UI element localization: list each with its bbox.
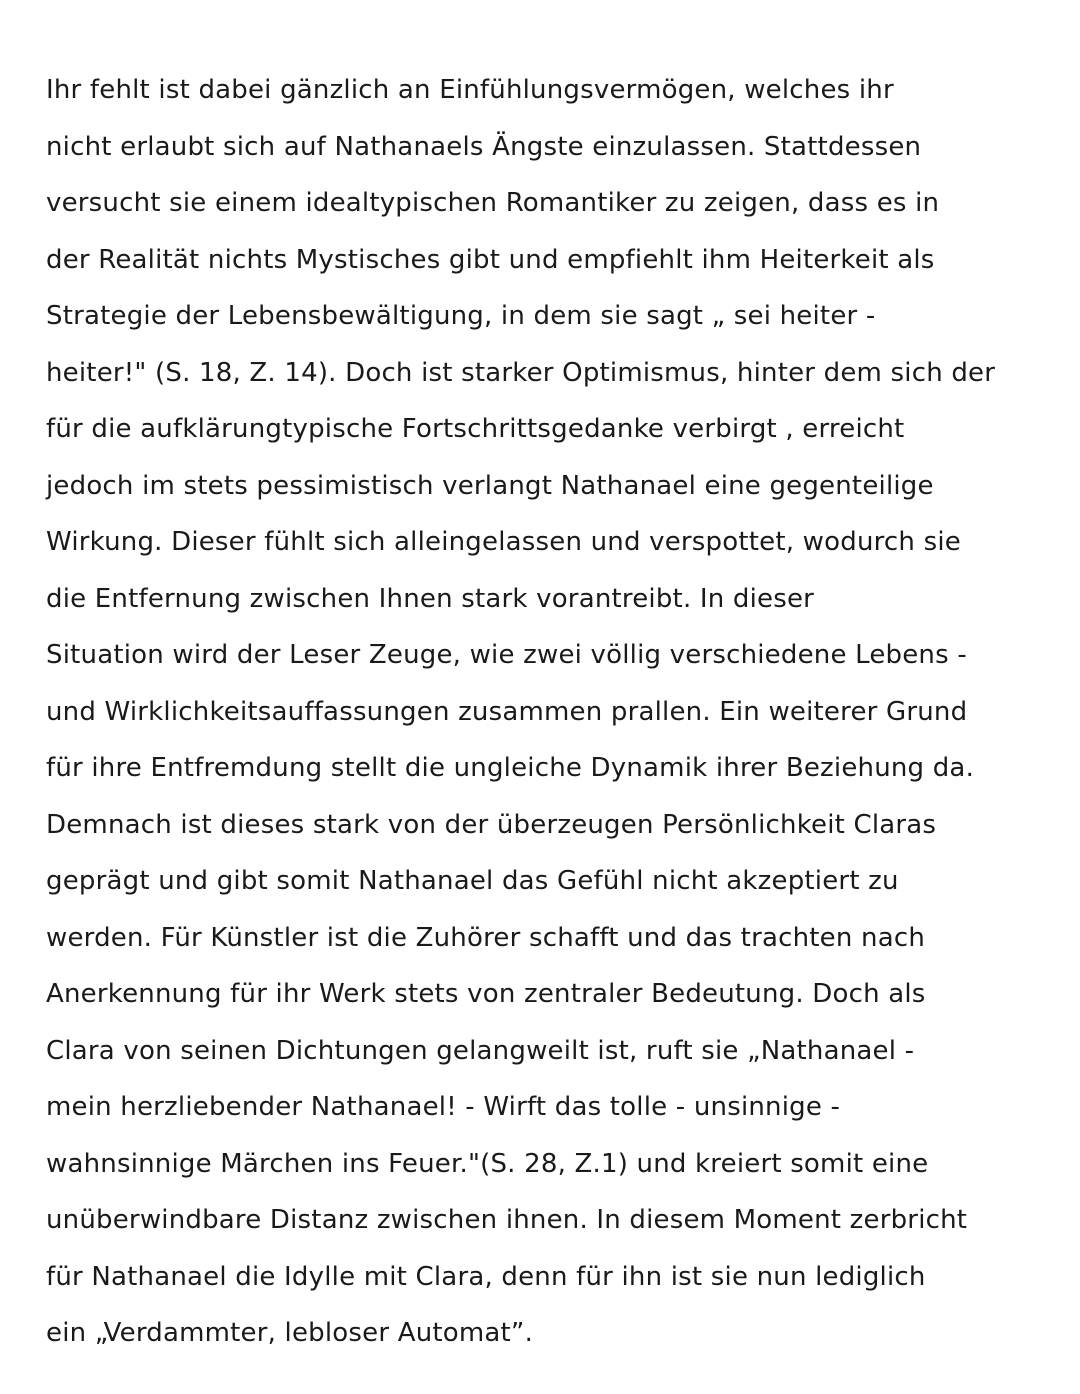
text-line-8: jedoch im stets pessimistisch verlangt Nathanael eine gegenteilige [46,470,934,501]
text-line-14: Demnach ist dieses stark von der überzeugen Persönlichkeit Claras [46,809,937,840]
text-line-22: für Nathanael die Idylle mit Clara, denn für ihn ist sie nun lediglich [46,1261,926,1292]
text-line-21: unüberwindbare Distanz zwischen ihnen. In diesem Moment zerbricht [46,1205,968,1235]
text-line-12: und Wirklichkeitsauffassungen zusammen prallen. Ein weiterer Grund [46,696,968,727]
text-line-4: der Realität nichts Mystisches gibt und empfiehlt ihm Heiterkeit als [46,244,935,275]
text-line-5: Strategie der Lebensbewältigung, in dem sie sagt „ sei heiter - [46,301,876,331]
text-line-2: nicht erlaubt sich auf Nathanaels Ängste einzulassen. Stattdessen [46,131,922,162]
text-line-19: mein herzliebender Nathanael! - Wirft das tolle - unsinnige - [46,1092,841,1122]
text-line-20: wahnsinnige Märchen ins Feuer."(S. 28, Z.1) und kreiert somit eine [46,1148,929,1179]
text-line-15: geprägt und gibt somit Nathanael das Gefühl nicht akzeptiert zu [46,866,899,896]
text-line-16: werden. Für Künstler ist die Zuhörer schafft und das trachten nach [46,922,925,953]
text-line-17: Anerkennung für ihr Werk stets von zentraler Bedeutung. Doch als [46,979,926,1009]
text-line-11: Situation wird der Leser Zeuge, wie zwei völlig verschiedene Lebens - [46,640,967,670]
text-line-7: für die aufklärungtypische Fortschrittsgedanke verbirgt , erreicht [46,414,905,444]
text-line-18: Clara von seinen Dichtungen gelangweilt ist, ruft sie „Nathanael - [46,1035,915,1066]
text-line-13: für ihre Entfremdung stellt die ungleiche Dynamik ihrer Beziehung da. [46,753,975,783]
text-line-6: heiter!" (S. 18, Z. 14). Doch ist starker Optimismus, hinter dem sich der [46,357,996,388]
text-line-1: Ihr fehlt ist dabei gänzlich an Einfühlungsvermögen, welches ihr [46,75,894,105]
text-line-23: ein „Verdammter, lebloser Automat”. [46,1318,534,1348]
text-line-9: Wirkung. Dieser fühlt sich alleingelassen und verspottet, wodurch sie [46,527,961,557]
handwritten-text-block [46,62,1036,1362]
text-line-3: versucht sie einem idealtypischen Romantiker zu zeigen, dass es in [46,188,940,218]
text-line-10: die Entfernung zwischen Ihnen stark vorantreibt. In dieser [46,583,815,614]
